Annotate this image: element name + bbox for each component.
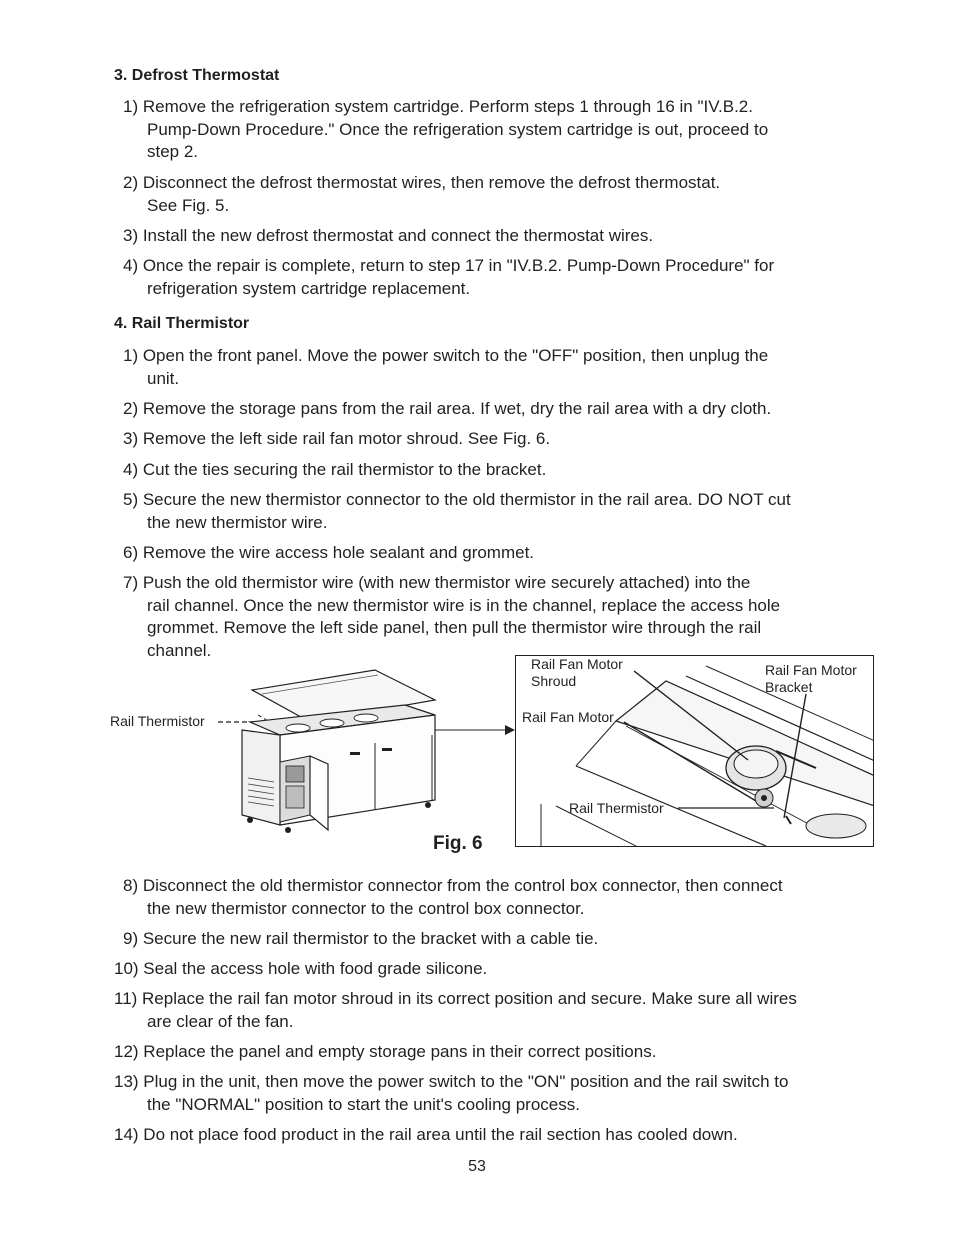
rail-step-4: 4) Cut the ties securing the rail thermistor to the bracket. xyxy=(123,460,547,479)
defrost-step-1: 1) Remove the refrigeration system cartridge. Perform steps 1 through 16 in "IV.B.2. Pump-Down Procedure." Once the refrigeration system cartridge is out, proceed to step 2. xyxy=(123,97,769,162)
rail-step-11: 11) Replace the rail fan motor shroud in its correct position and secure. Make sure all wires are clear of the fan. xyxy=(114,989,797,1031)
defrost-step-2: 2) Disconnect the defrost thermostat wires, then remove the defrost thermostat. See Fig. 5. xyxy=(123,173,721,215)
callout-rail-fan-motor-bracket: Rail Fan Motor Bracket xyxy=(765,662,857,695)
rail-fan-detail-view xyxy=(515,655,874,847)
prep-table-illustration xyxy=(210,660,520,835)
callout-rail-thermistor-detail: Rail Thermistor xyxy=(569,800,664,816)
rail-step-8: 8) Disconnect the old thermistor connector from the control box connector, then connect the new thermistor connector to the control box connector. xyxy=(123,876,783,918)
rail-step-5: 5) Secure the new thermistor connector to the old thermistor in the rail area. DO NOT cut the new thermistor wire. xyxy=(123,490,791,532)
rail-step-10: 10) Seal the access hole with food grade silicone. xyxy=(114,959,488,978)
rail-step-13: 13) Plug in the unit, then move the power switch to the "ON" position and the rail switch to the "NORMAL" position to start the unit's cooling process. xyxy=(114,1072,789,1114)
page-number: 53 xyxy=(468,1158,486,1175)
rail-step-7: 7) Push the old thermistor wire (with new thermistor wire securely attached) into the rail channel. Once the new thermistor wire is in the channel, replace the access hole grommet. Remove the left side panel, then pull the thermistor wire through the rail channel. xyxy=(123,573,781,660)
rail-step-1: 1) Open the front panel. Move the power switch to the "OFF" position, then unplug the unit. xyxy=(123,346,769,388)
rail-step-2: 2) Remove the storage pans from the rail area. If wet, dry the rail area with a dry cloth. xyxy=(123,399,772,418)
callout-rail-fan-motor: Rail Fan Motor xyxy=(522,709,614,725)
callout-rail-thermistor-overview: Rail Thermistor xyxy=(110,713,205,729)
defrost-step-4: 4) Once the repair is complete, return to step 17 in "IV.B.2. Pump-Down Procedure" for refrigeration system cartridge replacement. xyxy=(123,256,775,298)
section-title-defrost-thermostat: 3. Defrost Thermostat xyxy=(114,67,280,84)
rail-step-14: 14) Do not place food product in the rail area until the rail section has cooled down. xyxy=(114,1125,738,1144)
section-title-rail-thermistor: 4. Rail Thermistor xyxy=(114,315,250,332)
rail-step-9: 9) Secure the new rail thermistor to the bracket with a cable tie. xyxy=(123,929,599,948)
rail-step-6: 6) Remove the wire access hole sealant and grommet. xyxy=(123,543,535,562)
rail-step-3: 3) Remove the left side rail fan motor shroud. See Fig. 6. xyxy=(123,429,551,448)
rail-step-12: 12) Replace the panel and empty storage pans in their correct positions. xyxy=(114,1042,657,1061)
defrost-step-3: 3) Install the new defrost thermostat and connect the thermostat wires. xyxy=(123,226,654,245)
callout-rail-fan-motor-shroud: Rail Fan Motor Shroud xyxy=(531,656,623,689)
figure-title: Fig. 6 xyxy=(433,833,483,854)
